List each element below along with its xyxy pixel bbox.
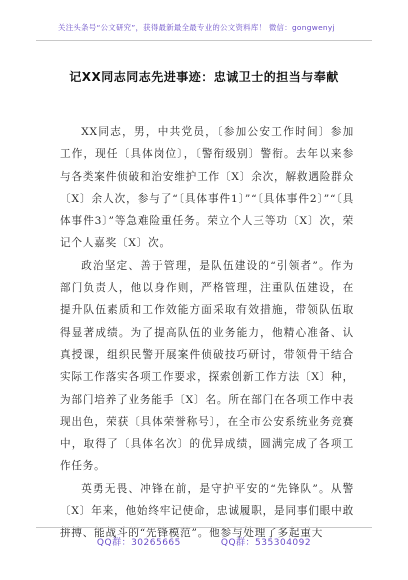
footer-qq-group-2: QQ群：535304092 — [220, 538, 312, 548]
header-banner: 关注头条号“公文研究”，获得最新最全最专业的公文资料库！ 微信：gongwenyj — [58, 23, 335, 32]
document-body — [60, 121, 354, 545]
paragraph: 英勇无畏、冲锋在前，是守护平安的“先锋队”。从警〔X〕年来，他始终牢记使命，忠诚履职，是同事们眼中敢拼搏、能战斗的“先锋模范”。他参与处理了多起重大 — [60, 482, 354, 540]
footer — [0, 535, 408, 548]
paragraph: XX同志，男，中共党员，〔参加公安工作时间〕参加工作，现任〔具体岗位〕，〔警衔级别〕警衔。去年以来参与各类案件侦破和治安维护工作〔X〕余次，解救遇险群众〔X〕余人次，参与了“〔具体事件1〕”“〔具体事件2〕”“〔具体事件3〕”等急难险重任务。荣立个人三等功〔X〕次，荣记个人嘉奖〔X〕次。 — [60, 126, 354, 250]
paragraph: 政治坚定、善于管理，是队伍建设的“引领者”。作为部门负责人，他以身作则，严格管理，注重队伍建设，在提升队伍素质和工作效能方面采取有效措施，带领队伍取得显著成绩。为了提高队伍的业务能力，他精心准备、认真授课，组织民警开展案件侦破技巧研讨，带领骨干结合实际工作落实各项工作要求，探索创新工作方法〔X〕种，为部门培养了业务能手〔X〕名。所在部门在各项工作中表现出色，荣获〔具体荣誉称号〕，在全市公安系统业务竞赛中，取得了〔具体名次〕的优异成绩，圆满完成了各项工作任务。 — [60, 259, 354, 473]
footer-divider — [36, 527, 372, 528]
footer-qq-group-1: QQ群：30265665 — [96, 538, 181, 548]
header-divider — [36, 40, 372, 41]
document-title: 记XX同志同志先进事迹：忠诚卫士的担当与奉献 — [69, 70, 339, 84]
